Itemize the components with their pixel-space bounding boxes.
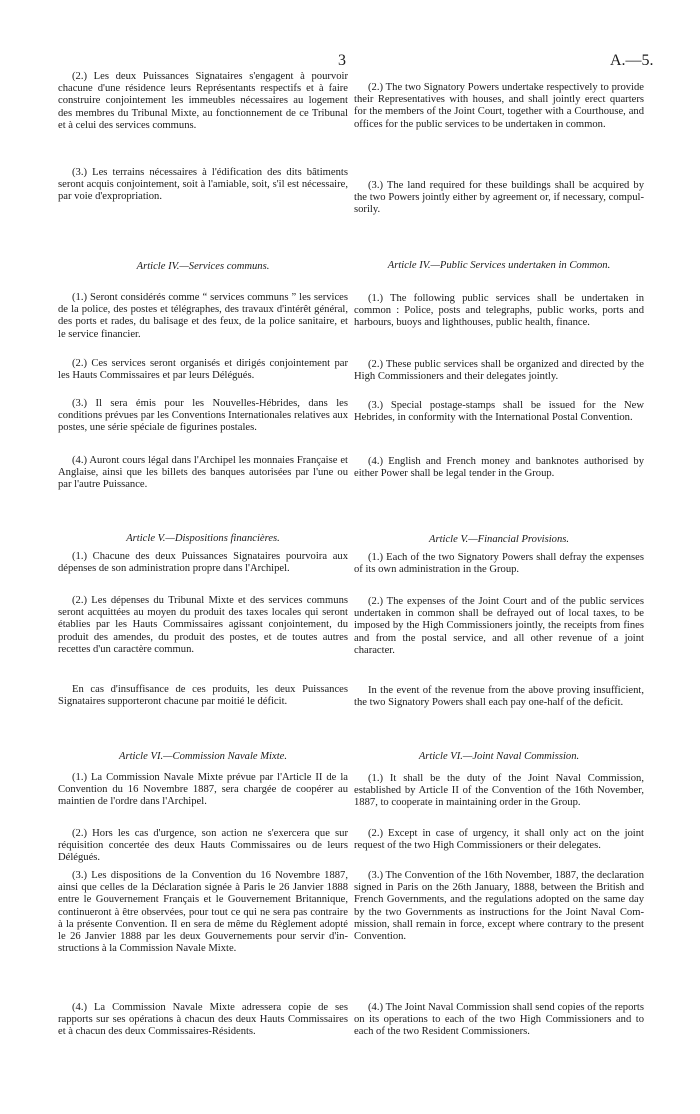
article-3-paragraph-3-fr: (3.) Les terrains nécessaires à l'édification des dits bâtiments seront acquis conjointement, soit à l'amiable, soit, s'il est nécessaire, par voie d'expropriation. [58, 167, 348, 203]
document-reference: A.—5. [610, 52, 654, 69]
article-4-paragraph-3-fr: (3.) Il sera émis pour les Nouvelles-Hébrides, dans les conditions prévues par les Conventions Internationales relatives aux postes, une série spéciale de figurines postales. [58, 398, 348, 434]
article-5-paragraph-1-en: (1.) Each of the two Signatory Powers shall defray the expenses of its own administration in the Group. [354, 552, 644, 576]
article-6-paragraph-2-en: (2.) Except in case of urgency, it shall only act on the joint request of the two High Commissioners or their delegates. [354, 828, 644, 852]
article-6-paragraph-4-fr: (4.) La Commission Navale Mixte adressera copie de ses rapports sur ses opérations à chacun des deux Hauts Commissaires et à chacun des deux Commissaires-Résidents. [58, 1002, 348, 1038]
article-4-paragraph-2-fr: (2.) Ces services seront organisés et dirigés conjointement par les Hauts Commissaires et par leurs Délégués. [58, 358, 348, 382]
page-number: 3 [338, 52, 346, 69]
article-5-paragraph-2-fr: (2.) Les dépenses du Tribunal Mixte et des services communs seront acquittées au moyen du produit des taxes locales qui seront établies par les Hauts Commissaires agissant conjointement, du produit des amendes, du produit des postes, et de toutes autres recettes d'un caractère commun. [58, 595, 348, 655]
english-column [354, 0, 644, 1114]
article-4-paragraph-1-en: (1.) The following public services shall be undertaken in common : Police, posts and telegraphs, public works, ports and harbours, buoys and lighthouses, public health, finance. [354, 293, 644, 329]
article-5-paragraph-2-en: (2.) The expenses of the Joint Court and of the public services undertaken in common shall be defrayed out of local taxes, to be imposed by the High Commissioners jointly, the receipts from fines and from the postal service, and all other revenue of a joint character. [354, 596, 644, 656]
article-5-heading-en: Article V.—Financial Provisions. [428, 534, 570, 545]
article-6-paragraph-1-en: (1.) It shall be the duty of the Joint Naval Commission, established by Article II of the Convention of the 16th November, 1887, to cooperate in maintaining order in the Group. [354, 773, 644, 809]
article-5-heading-fr: Article V.—Dispositions financières. [126, 533, 280, 544]
article-4-paragraph-1-fr: (1.) Seront considérés comme “ services communs ” les services de la police, des postes et télégraphes, des travaux d'intérêt général, des ports et rades, du balisage et des feux, de la police sanitaire, et le service financier. [58, 292, 348, 340]
article-4-paragraph-2-en: (2.) These public services shall be organized and directed by the High Commissioners and their delegates jointly. [354, 359, 644, 383]
article-6-paragraph-4-en: (4.) The Joint Naval Commission shall send copies of the reports on its operations to each of the two High Commissioners and to each of the two Resident Commissioners. [354, 1002, 644, 1038]
article-4-paragraph-3-en: (3.) Special postage-stamps shall be issued for the New Hebrides, in conformity with the International Postal Convention. [354, 400, 644, 424]
article-3-paragraph-2-en: (2.) The two Signatory Powers undertake respectively to provide their Representatives with houses, and shall jointly erect quarters for the members of the Joint Court, together with a Courthouse, and offices for the public services to be undertaken in common. [354, 82, 644, 130]
article-4-heading-fr: Article IV.—Services communs. [136, 261, 270, 272]
article-3-paragraph-2-fr: (2.) Les deux Puissances Signataires s'engagent à pourvoir chacune d'une résidence leurs Représentants respectifs et à faire construire conjointement les immeubles nécessaires au logement des membres du Tribunal Mixte, au fonctionnement de ce Tribunal et à celui des services communs. [58, 71, 348, 131]
article-6-paragraph-2-fr: (2.) Hors les cas d'urgence, son action ne s'exercera que sur réquisition concertée des deux Hauts Commissaires ou de leurs Délégués. [58, 828, 348, 864]
article-6-paragraph-1-fr: (1.) La Commission Navale Mixte prévue par l'Article II de la Convention du 16 Novembre 1887, sera chargée de coopérer au maintien de l'ordre dans l'Archipel. [58, 772, 348, 808]
article-6-paragraph-3-fr: (3.) Les dispositions de la Convention du 16 Novembre 1887, ainsi que celles de la Déclaration signée à Paris le 26 Janvier 1888 entre le Gouvernement Français et le Gouvernement Britannique, continueront à être observées, pour tout ce qui ne sera pas contraire à la présente Convention. Il en sera de même du Règlement adopté le 26 Janvier 1888 par les deux Gouvernements pour servir d'instructions à la Commission Navale Mixte. [58, 870, 348, 955]
article-5-paragraph-3-en: In the event of the revenue from the above proving insufficient, the two Signatory Powers shall each pay one-half of the deficit. [354, 685, 644, 709]
article-3-paragraph-3-en: (3.) The land required for these buildings shall be acquired by the two Powers jointly either by agreement or, if necessary, compulsorily. [354, 180, 644, 216]
article-4-heading-en: Article IV.—Public Services undertaken in Common. [387, 260, 611, 271]
article-4-paragraph-4-fr: (4.) Auront cours légal dans l'Archipel les monnaies Française et Anglaise, ainsi que les billets des banques autorisées par l'une ou par l'autre Puissance. [58, 455, 348, 491]
french-column [58, 0, 348, 1114]
article-5-paragraph-1-fr: (1.) Chacune des deux Puissances Signataires pourvoira aux dépenses de son administration propre dans l'Archipel. [58, 551, 348, 575]
article-6-heading-fr: Article VI.—Commission Navale Mixte. [119, 751, 287, 762]
article-6-paragraph-3-en: (3.) The Convention of the 16th November, 1887, the declaration signed in Paris on the 26th January, 1888, between the British and French Governments, and the regulations adopted on the same day by the two Governments as instructions for the Joint Naval Commission, shall remain in force, except where contrary to the present Convention. [354, 870, 644, 943]
article-5-paragraph-3-fr: En cas d'insuffisance de ces produits, les deux Puissances Signataires supporteront chacune par moitié le déficit. [58, 684, 348, 708]
article-6-heading-en: Article VI.—Joint Naval Commission. [418, 751, 580, 762]
article-4-paragraph-4-en: (4.) English and French money and banknotes authorised by either Power shall be legal tender in the Group. [354, 456, 644, 480]
